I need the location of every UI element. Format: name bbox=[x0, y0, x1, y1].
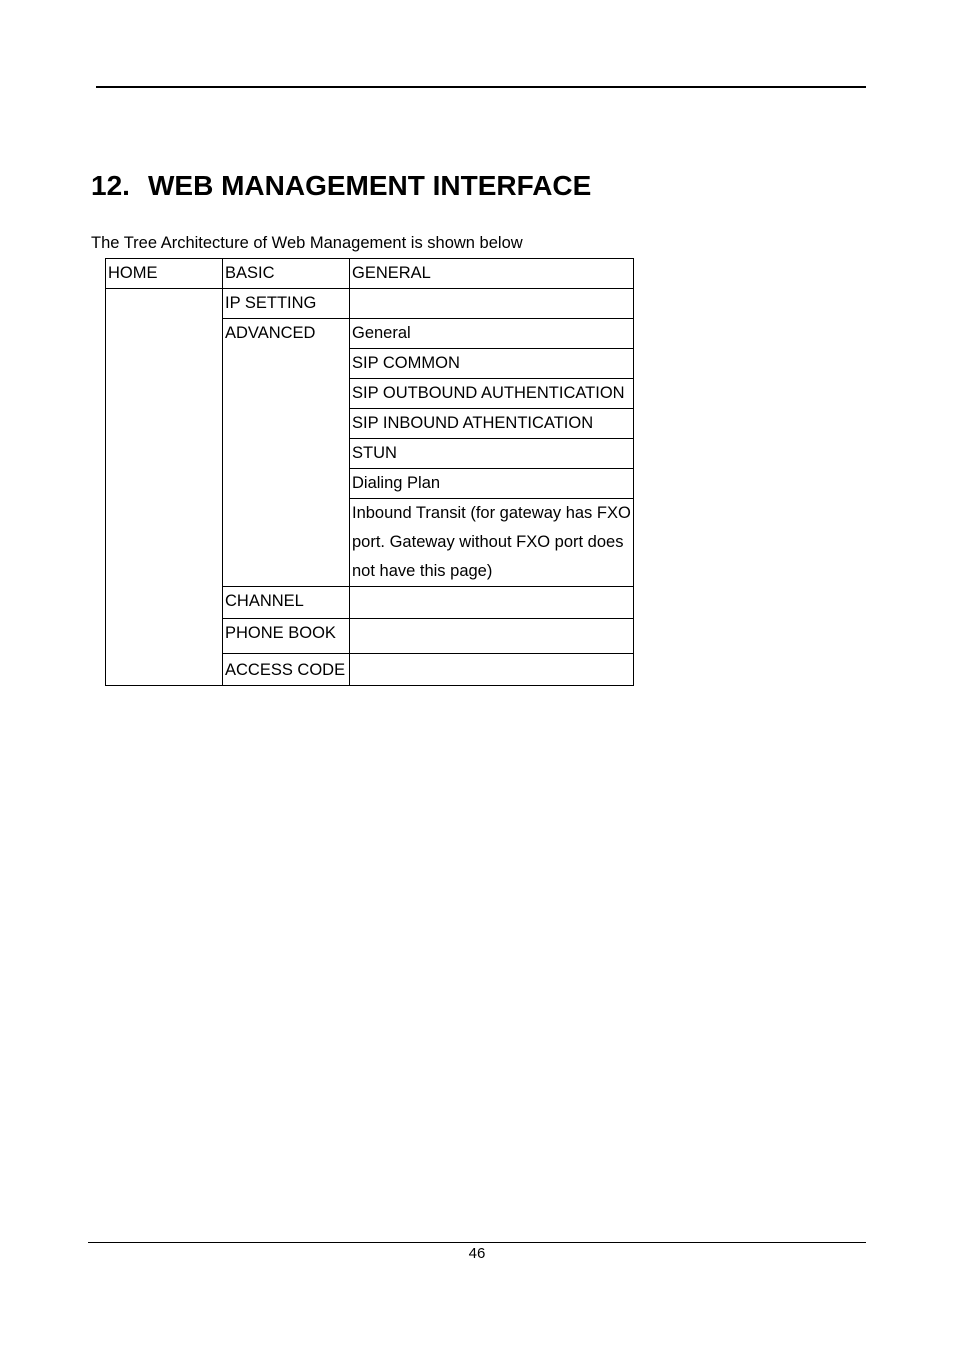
section-number: 12. bbox=[91, 170, 130, 201]
tree-channel-empty bbox=[350, 587, 634, 619]
tree-phone-book: PHONE BOOK bbox=[223, 619, 350, 654]
tree-advanced: ADVANCED bbox=[223, 319, 350, 587]
tree-dialing-plan: Dialing Plan bbox=[350, 469, 634, 499]
tree-basic: BASIC bbox=[223, 259, 350, 289]
tree-phone-book-empty bbox=[350, 619, 634, 654]
tree-access-code: ACCESS CODE bbox=[223, 654, 350, 686]
tree-root-spacer bbox=[106, 289, 223, 686]
footer-rule bbox=[88, 1242, 866, 1243]
tree-stun: STUN bbox=[350, 439, 634, 469]
header-rule bbox=[96, 86, 866, 88]
tree-advanced-general: General bbox=[350, 319, 634, 349]
section-heading bbox=[91, 168, 591, 204]
tree-ip-setting: IP SETTING bbox=[223, 289, 350, 319]
tree-sip-common: SIP COMMON bbox=[350, 349, 634, 379]
tree-root-home: HOME bbox=[106, 259, 223, 289]
tree-ip-setting-empty bbox=[350, 289, 634, 319]
section-title: WEB MANAGEMENT INTERFACE bbox=[148, 170, 592, 201]
web-tree-table bbox=[105, 258, 634, 686]
tree-inbound-transit: Inbound Transit (for gateway has FXO port. Gateway without FXO port does not have this page) bbox=[350, 499, 634, 587]
table-row bbox=[106, 289, 634, 319]
tree-basic-general: GENERAL bbox=[350, 259, 634, 289]
page-number: 46 bbox=[468, 1245, 486, 1262]
tree-channel: CHANNEL bbox=[223, 587, 350, 619]
table-row bbox=[106, 259, 634, 289]
tree-sip-outbound-auth: SIP OUTBOUND AUTHENTICATION bbox=[350, 379, 634, 409]
tree-access-code-empty bbox=[350, 654, 634, 686]
tree-sip-inbound-auth: SIP INBOUND ATHENTICATION bbox=[350, 409, 634, 439]
intro-text: The Tree Architecture of Web Management is shown below bbox=[91, 234, 523, 252]
